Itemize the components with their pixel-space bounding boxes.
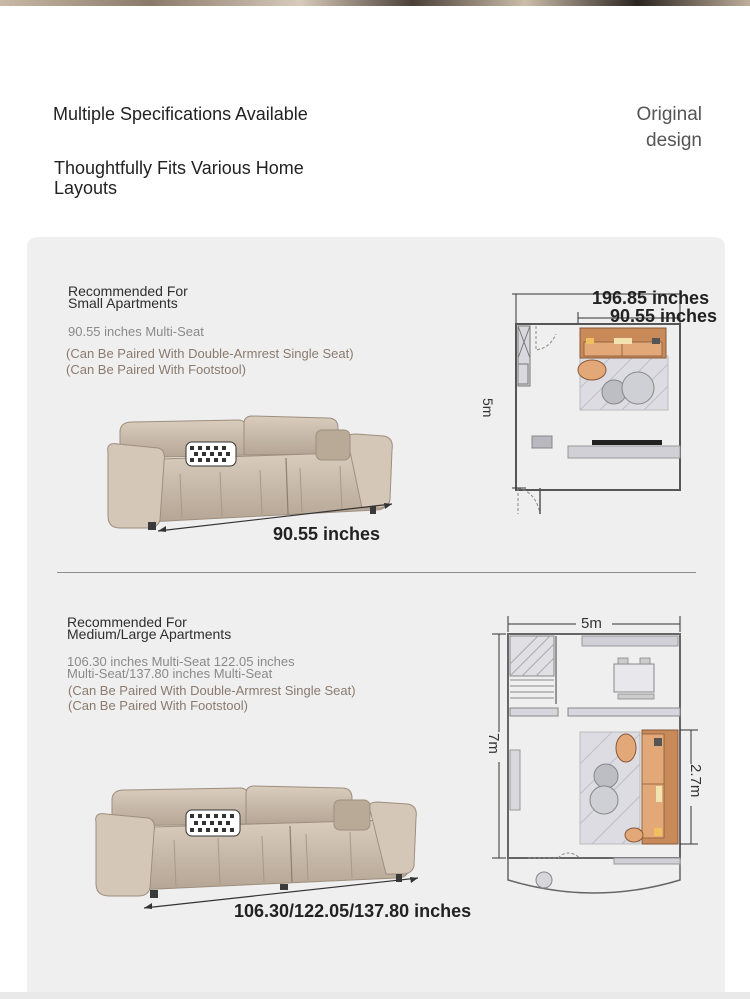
large-title-line-1: Recommended For: [67, 614, 187, 630]
large-pair-footstool: (Can Be Paired With Footstool): [68, 698, 248, 713]
small-pair-single-seat: (Can Be Paired With Double-Armrest Single Seat): [66, 346, 354, 361]
section-divider: [57, 572, 696, 573]
large-plan-depth: 7m: [485, 733, 502, 754]
large-plan-width: 5m: [581, 615, 602, 632]
brand-tagline: [637, 102, 702, 154]
large-sofa-width-label: 106.30/122.05/137.80 inches: [234, 901, 472, 921]
small-title-line-2: Small Apartments: [68, 295, 178, 311]
headline-layouts: Thoughtfully Fits Various Home Layouts: [54, 158, 304, 198]
small-pair-footstool: (Can Be Paired With Footstool): [66, 362, 246, 377]
small-plan-sofa-width: 90.55 inches: [610, 306, 718, 326]
small-spec: 90.55 inches Multi-Seat: [68, 324, 204, 339]
large-title-line-2: Medium/Large Apartments: [67, 626, 232, 642]
large-section-title: [67, 616, 231, 640]
large-floor-plan: [488, 614, 703, 904]
small-sofa-width-label: 90.55 inches: [273, 524, 381, 544]
small-section-title: [68, 285, 188, 309]
large-pair-single-seat: (Can Be Paired With Double-Armrest Single Seat): [68, 683, 356, 698]
large-sofa-image: [90, 780, 420, 912]
small-plan-depth: 5m: [480, 398, 496, 418]
large-spec-line-1: 106.30 inches Multi-Seat 122.05 inches: [67, 654, 295, 669]
large-plan-sofa-length: 2.7m: [687, 764, 704, 798]
headline-specifications: Multiple Specifications Available: [53, 104, 308, 124]
small-title-line-1: Recommended For: [68, 283, 188, 299]
large-spec-line-2: Multi-Seat/137.80 inches Multi-Seat: [67, 666, 273, 681]
small-sofa-image: [100, 410, 400, 535]
brand-line-original: Original: [636, 104, 702, 125]
brand-line-design: design: [646, 130, 702, 151]
small-plan-total-width: 196.85 inches: [592, 288, 710, 308]
top-product-photo-strip: [0, 0, 750, 6]
bottom-strip: [0, 992, 750, 999]
